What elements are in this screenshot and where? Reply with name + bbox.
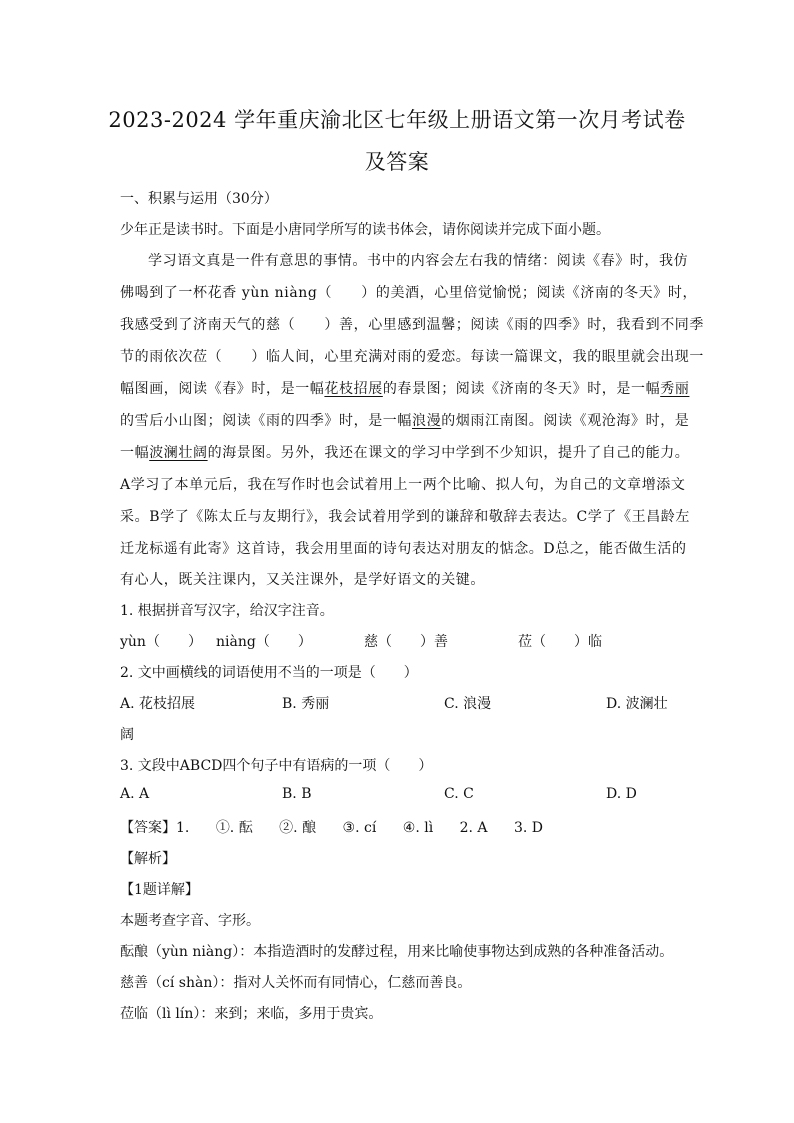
question-1-blank-li: 莅（ ）临 (518, 634, 602, 650)
passage-line: 有心人，既关注课内，又关注课外，是学好语文的关键。 (120, 572, 485, 588)
underlined-word: 花枝招展 (324, 381, 383, 397)
question-3-option-a: A. A (120, 786, 150, 802)
analysis-line: 酝酿（yùn niàng）：本指造酒时的发酵过程，用来比喻使事物达到成熟的各种准备活动。 (120, 944, 674, 960)
passage-line: 节的雨依次莅（ ）临人间，心里充满对雨的爱恋。每读一篇课文，我的眼里就会出现一 (120, 349, 704, 365)
passage-line: 佛喝到了一杯花香 yùn niàng（ ）的美酒，心里倍觉愉悦；阅读《济南的冬天》时， (120, 285, 698, 301)
underlined-word: 浪漫 (412, 413, 442, 429)
answer-item: ②. 酿 (279, 820, 317, 836)
analysis-subheading: 【1题详解】 (120, 882, 199, 898)
answer-item: 2. A (459, 820, 488, 836)
question-3-stem: 3. 文段中ABCD四个句子中有语病的一项（ ） (120, 758, 433, 774)
question-1-blank-ci: 慈（ ）善 (364, 634, 448, 650)
question-1-stem: 1. 根据拼音写汉字，给汉字注音。 (120, 603, 334, 619)
question-3-option-d: D. D (606, 786, 637, 802)
underlined-word: 波澜壮阔 (149, 445, 208, 461)
answer-label: 【答案】1. (120, 820, 190, 836)
document-title-line-1: 2023-2024 学年重庆渝北区七年级上册语文第一次月考试卷 (108, 108, 686, 132)
passage-text: 幅图画，阅读《春》时，是一幅 (120, 381, 325, 397)
passage-line (120, 410, 689, 430)
question-1-blank-niang: niàng（ ） (216, 634, 312, 650)
passage-text: 的烟雨江南图。阅读《观沧海》时，是 (441, 413, 690, 429)
question-2-option-a: A. 花枝招展 (120, 696, 196, 712)
passage-line (120, 442, 689, 462)
passage-line: A学习了本单元后，我在写作时也会试着用上一两个比喻、拟人句，为自己的文章增添文 (120, 477, 686, 493)
passage-text: 的雪后小山图；阅读《雨的四季》时，是一幅 (120, 413, 412, 429)
underlined-word: 秀丽 (660, 381, 690, 397)
question-1-blank-yun: yùn（ ） (120, 634, 202, 650)
question-3-option-c: C. C (444, 786, 474, 802)
passage-text: 一幅 (120, 445, 150, 461)
question-2-option-d-wrap: 阔 (120, 727, 134, 743)
answer-item: 3. D (514, 820, 544, 836)
analysis-heading: 【解析】 (120, 851, 176, 867)
question-2-option-c: C. 浪漫 (444, 696, 492, 712)
answer-item: ④. lì (402, 820, 434, 836)
question-2-option-b: B. 秀丽 (282, 696, 330, 712)
answer-line (120, 817, 543, 837)
passage-line: 学习语文真是一件有意思的事情。书中的内容会左右我的情绪：阅读《春》时，我仿 (148, 253, 689, 269)
analysis-line: 莅临（lì lín）：来到；来临，多用于贵宾。 (120, 1006, 383, 1022)
passage-line (120, 378, 689, 398)
answer-item: ①. 酝 (215, 820, 253, 836)
question-2-stem: 2. 文中画横线的词语使用不当的一项是（ ） (120, 665, 418, 681)
passage-line: 采。B学了《陈太丘与友期行》，我会试着用学到的谦辞和敬辞去表达。C学了《王昌龄左 (120, 509, 690, 525)
analysis-line: 慈善（cí shàn）：指对人关怀而有同情心，仁慈而善良。 (120, 975, 472, 991)
question-2-option-d: D. 波澜壮 (606, 696, 668, 712)
intro-text: 少年正是读书时。下面是小唐同学所写的读书体会，请你阅读并完成下面小题。 (120, 222, 610, 238)
section-heading: 一、积累与运用（30分） (120, 191, 278, 207)
passage-text: 的春景图；阅读《济南的冬天》时，是一幅 (382, 381, 661, 397)
passage-line: 迁龙标遥有此寄》这首诗，我会用里面的诗句表达对朋友的惦念。D总之，能否做生活的 (120, 541, 687, 557)
analysis-line: 本题考查字音、字形。 (120, 913, 260, 929)
passage-text: 的海景图。另外，我还在课文的学习中学到不少知识，提升了自己的能力。 (207, 445, 690, 461)
document-title-line-2: 及答案 (364, 150, 430, 174)
passage-line: 我感受到了济南天气的慈（ ）善，心里感到温馨；阅读《雨的四季》时，我看到不同季 (120, 317, 704, 333)
answer-item: ③. cí (342, 820, 377, 836)
question-3-option-b: B. B (282, 786, 312, 802)
